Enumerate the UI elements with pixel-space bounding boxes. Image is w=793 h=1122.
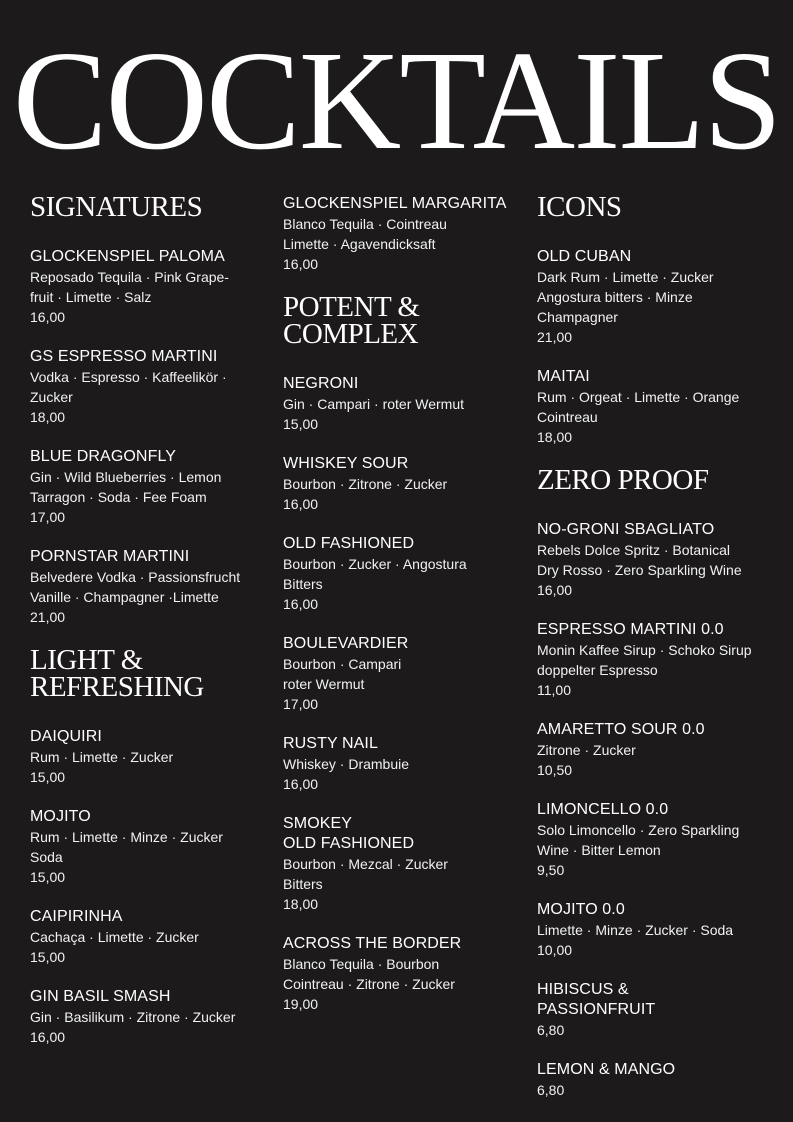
item-name: ACROSS THE BORDER [283,935,462,952]
item-description: Bourbon · Zitrone · Zucker [283,476,448,492]
item-price: 16,00 [30,309,66,325]
item-name: GLOCKENSPIEL PALOMA [30,248,225,265]
item-name: MAITAI [537,368,590,385]
item-name: PORNSTAR MARTINI [30,548,190,565]
item-name: OLD FASHIONED [283,535,415,552]
item-price: 16,00 [537,582,573,598]
item-name: GIN BASIL SMASH [30,988,171,1005]
item-name: LIMONCELLO 0.0 [537,801,669,818]
item-price: 15,00 [30,949,66,965]
menu-section [30,644,280,1047]
menu-item [537,900,787,960]
menu-item [30,727,280,787]
section-heading: ZERO PROOF [537,464,709,496]
menu-item [30,987,280,1047]
item-price: 15,00 [283,416,319,432]
item-name: DAIQUIRI [30,728,102,745]
item-description: Blanco Tequila · Bourbon Cointreau · Zitrone · Zucker [283,956,455,992]
item-price: 18,00 [30,409,66,425]
menu-item [30,447,280,527]
item-name: WHISKEY SOUR [283,455,409,472]
menu-item [30,907,280,967]
item-description: Rum · Orgeat · Limette · Orange Cointreau [537,389,740,425]
menu-column-3 [537,191,787,1120]
item-description: Bourbon · Campari roter Wermut [283,656,402,692]
item-name: NEGRONI [283,375,359,392]
menu-section [30,191,280,627]
item-price: 16,00 [283,776,319,792]
item-name: GS ESPRESSO MARTINI [30,348,218,365]
item-description: Rebels Dolce Spritz · Botanical Dry Rosso · Zero Sparkling Wine [537,542,742,578]
item-price: 10,00 [537,942,573,958]
item-name: LEMON & MANGO [537,1061,676,1078]
item-name: RUSTY NAIL [283,735,378,752]
menu-item [283,634,533,714]
menu-item [283,454,533,514]
menu-section [283,291,533,1014]
section-heading: ICONS [537,191,622,223]
item-price: 9,50 [537,862,565,878]
item-description: Gin · Wild Blueberries · Lemon Tarragon · Soda · Fee Foam [30,469,222,505]
menu-title: COCKTAILS [12,21,781,179]
menu-item [283,934,533,1014]
item-price: 15,00 [30,769,66,785]
item-name: BLUE DRAGONFLY [30,448,177,465]
item-description: Bourbon · Zucker · Angostura Bitters [283,556,467,592]
menu-item [283,814,533,914]
item-name: MOJITO 0.0 [537,901,625,918]
item-description: Blanco Tequila · Cointreau Limette · Agavendicksaft [283,216,447,252]
menu-item [537,620,787,700]
item-description: Bourbon · Mezcal · Zucker Bitters [283,856,448,892]
menu-item [30,547,280,627]
item-description: Vodka · Espresso · Kaffeelikör · Zucker [30,369,227,405]
menu-section [537,464,787,1100]
menu-section [537,191,787,447]
item-price: 16,00 [283,256,319,272]
item-description: Zitrone · Zucker [537,742,636,758]
menu-item [30,807,280,887]
item-name: MOJITO [30,808,91,825]
menu-item [537,980,787,1040]
item-description: Rum · Limette · Minze · Zucker Soda [30,829,223,865]
item-name: ESPRESSO MARTINI 0.0 [537,621,724,638]
item-description: Dark Rum · Limette · Zucker Angostura bitters · Minze Champagner [537,269,714,325]
item-price: 16,00 [30,1029,66,1045]
item-price: 21,00 [537,329,573,345]
item-name: GLOCKENSPIEL MARGARITA [283,195,507,212]
item-price: 10,50 [537,762,573,778]
menu-item [283,734,533,794]
item-price: 6,80 [537,1082,565,1098]
item-name: NO-GRONI SBAGLIATO [537,521,715,538]
item-description: Gin · Campari · roter Wermut [283,396,464,412]
item-description: Limette · Minze · Zucker · Soda [537,922,734,938]
menu-item [283,534,533,614]
item-price: 17,00 [283,696,319,712]
menu-item [537,247,787,347]
item-price: 16,00 [283,596,319,612]
item-name: HIBISCUS & PASSIONFRUIT [537,981,656,1018]
item-price: 15,00 [30,869,66,885]
menu-section [283,194,533,274]
item-description: Cachaça · Limette · Zucker [30,929,199,945]
menu-item [30,347,280,427]
item-name: BOULEVARDIER [283,635,409,652]
item-price: 18,00 [537,429,573,445]
menu-item [537,1060,787,1100]
item-price: 21,00 [30,609,66,625]
menu-item [283,194,533,274]
section-heading: SIGNATURES [30,191,203,223]
item-price: 17,00 [30,509,66,525]
menu-item [30,247,280,327]
item-name: CAIPIRINHA [30,908,123,925]
item-price: 18,00 [283,896,319,912]
item-description: Whiskey · Drambuie [283,756,410,772]
item-price: 19,00 [283,996,319,1012]
item-name: OLD CUBAN [537,248,632,265]
menu-item [537,367,787,447]
item-description: Solo Limoncello · Zero Sparkling Wine · Bitter Lemon [537,822,740,858]
item-name: AMARETTO SOUR 0.0 [537,721,705,738]
menu-column-2 [283,194,533,1034]
menu-item [537,720,787,780]
menu-column-1 [30,191,280,1067]
item-description: Reposado Tequila · Pink Grape- fruit · Limette · Salz [30,269,229,305]
item-price: 6,80 [537,1022,565,1038]
item-description: Belvedere Vodka · Passionsfrucht Vanille · Champagner ·Limette [30,569,241,605]
menu-item [537,800,787,880]
item-price: 11,00 [537,682,571,698]
section-heading: LIGHT & REFRESHING [30,644,204,703]
item-price: 16,00 [283,496,319,512]
menu-item [537,520,787,600]
item-description: Gin · Basilikum · Zitrone · Zucker [30,1009,236,1025]
item-name: SMOKEY OLD FASHIONED [283,815,415,852]
item-description: Rum · Limette · Zucker [30,749,174,765]
item-description: Monin Kaffee Sirup · Schoko Sirup doppelter Espresso [537,642,752,678]
section-heading: POTENT & COMPLEX [283,291,420,350]
menu-item [283,374,533,434]
